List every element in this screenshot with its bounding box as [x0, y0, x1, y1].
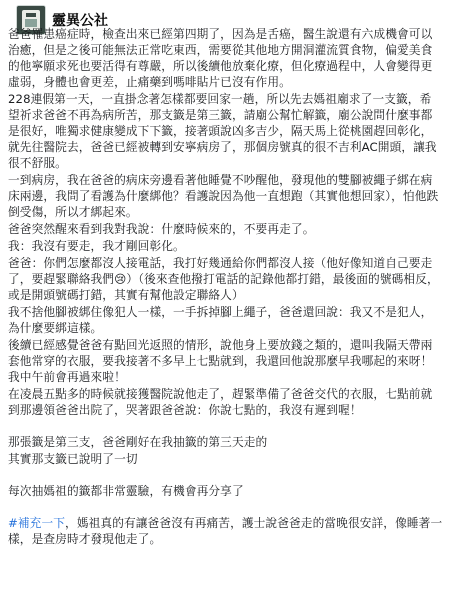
post-body: [8, 26, 443, 548]
post-paragraph: 在凌晨五點多的時候就接獲醫院說他走了，趕緊準備了爸爸交代的衣服，七點前就到那邊領爸爸出院了，哭著跟爸爸說：你說七點的，我沒有遲到喔！: [8, 387, 433, 417]
paragraph-gap: [8, 500, 443, 515]
post-paragraph: 爸爸：你們怎麼都沒人接電話，我打好幾通給你們都沒人接（他好像知道自己要走了，要趕緊聯絡我們😢）（後來查他撥打電話的記錄他都打錯，最後面的號碼相反，或是開頭號碼打錯，其實有幫他設定聯絡人）: [8, 256, 439, 302]
hashtag-link[interactable]: #補充一下: [8, 516, 66, 530]
post-paragraph: 後續已經感覺爸爸有點回光返照的情形，說他身上要放錢之類的，還叫我隔天帶兩套他常穿的衣服，要我接著不多早上七點就到，我還回他說那麼早我哪起的來呀！我中午前會再過來啦！: [8, 338, 433, 384]
post-paragraph: 一到病房，我在爸爸的病床旁邊看著他睡覺不吵醒他，發現他的雙腳被繩子綁在病床兩邊，我問了看護為什麼綁他？看護說因為他一直想跑（其實他想回家），怕他跌倒受傷，所以才綁起來。: [8, 173, 439, 219]
page-name[interactable]: 靈異公社: [52, 13, 108, 29]
post-paragraph: 爸爸突然醒來看到我對我說：什麼時候來的，不要再走了。: [8, 222, 315, 236]
last-paragraph-text: ，媽祖真的有讓爸爸沒有再痛苦，護士說爸爸走的當晚很安詳，像睡著一樣，是查房時才發現他走了。: [8, 516, 443, 546]
post-paragraph: 其實那支籤已說明了一切: [8, 452, 138, 466]
post-paragraph: 我：我沒有要走，我才剛回彰化。: [8, 239, 185, 253]
post-paragraph: 那張籤是第三支，爸爸剛好在我抽籤的第三天走的: [8, 435, 268, 449]
paragraph-gap: [8, 419, 443, 434]
post-paragraph: 228連假第一天，一直掛念著怎樣都要回家一趟，所以先去媽祖廟求了一支籤，希望祈求爸爸不再為病所苦，那支籤是第三籤，請廟公幫忙解籤，廟公說問什麼事都是很好，唯獨求健康變成下下籤，接著頭說凶多吉少，隔天馬上從桃園趕回彰化，就先往醫院去，爸爸已經被轉到安寧病房了，那個房號真的很不吉利AC開頭，讓我很不舒服。: [8, 92, 437, 170]
post-paragraph: 爸爸罹患癌症時，檢查出來已經第四期了，因為是舌癌，醫生說還有六成機會可以治癒，但是之後可能無法正常吃東西，需要從其他地方開洞灌流質食物，偏愛美食的他寧願求死也要活得有尊嚴，所以後續他放棄化療，但化療過程中，人會變得更虛弱，身體也會更差，止痛藥到嗎啡貼片已沒有作用。: [8, 27, 433, 89]
post-last-paragraph: [8, 515, 443, 547]
post-paragraph: 我不捨他腳被綁住像犯人一樣，一手拆掉腳上繩子，爸爸還回說：我又不是犯人，為什麼要綁這樣。: [8, 305, 433, 335]
post-paragraph: 每次抽媽祖的籤都非常靈驗，有機會再分享了: [8, 484, 244, 498]
paragraph-gap: [8, 468, 443, 483]
